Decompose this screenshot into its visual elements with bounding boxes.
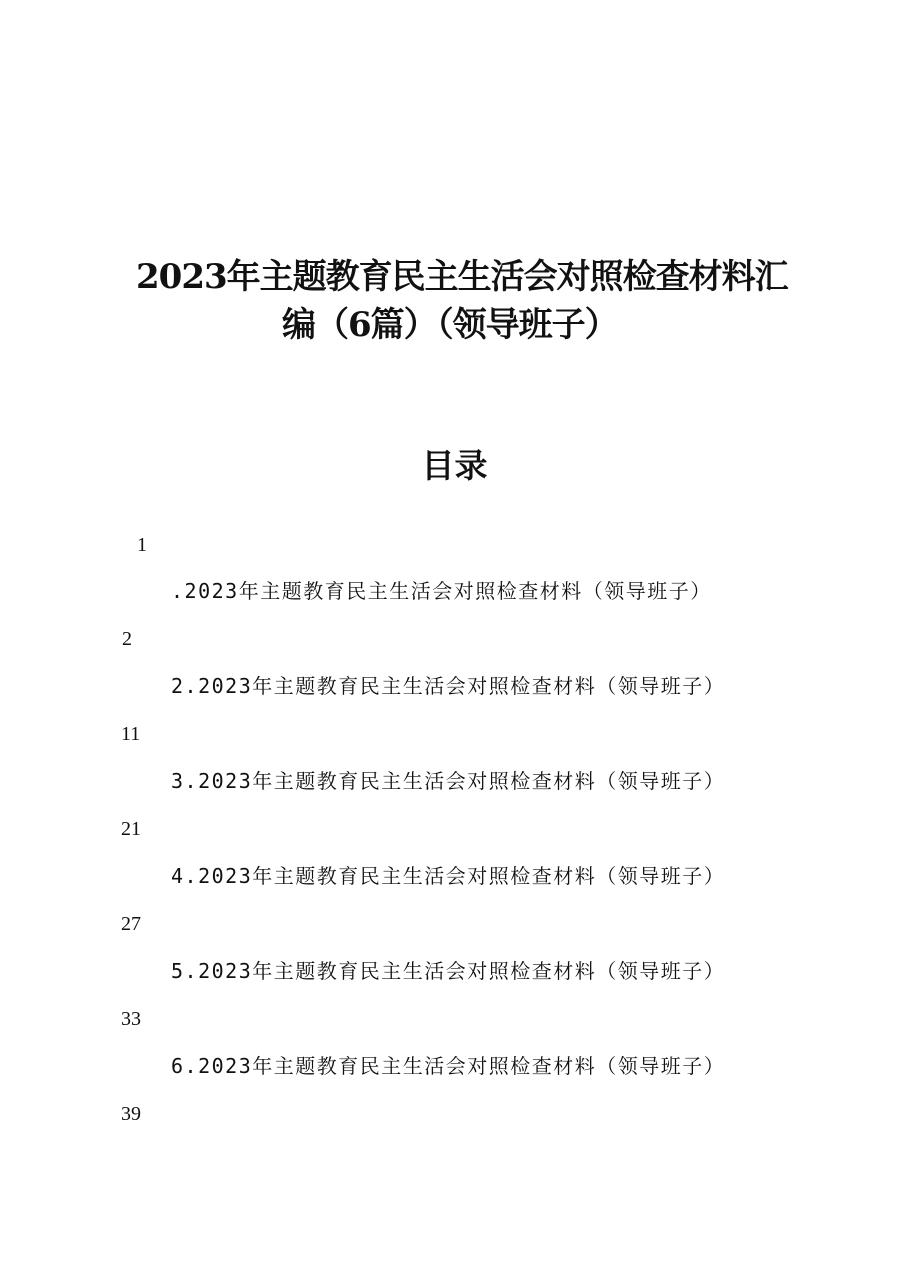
toc-page-number: 1: [137, 534, 147, 556]
toc-entry: 5.2023年主题教育民主生活会对照检查材料（领导班子）: [171, 959, 726, 983]
toc-entry: 3.2023年主题教育民主生活会对照检查材料（领导班子）: [171, 769, 726, 793]
toc-page-number: 2: [122, 628, 132, 650]
document-title-line-1: 2023年主题教育民主生活会对照检查材料汇: [136, 257, 788, 297]
toc-entry: 4.2023年主题教育民主生活会对照检查材料（领导班子）: [171, 864, 726, 888]
toc-page-number: 11: [121, 723, 141, 745]
toc-page-number: 33: [121, 1008, 141, 1030]
toc-entry: 2.2023年主题教育民主生活会对照检查材料（领导班子）: [171, 674, 726, 698]
document-title-line-2: 编（6篇）（领导班子）: [282, 305, 618, 345]
toc-entry: 6.2023年主题教育民主生活会对照检查材料（领导班子）: [171, 1054, 726, 1078]
toc-page-number: 39: [121, 1103, 141, 1125]
toc-page-number: 27: [121, 913, 141, 935]
toc-page-number: 21: [121, 818, 141, 840]
toc-heading: 目录: [421, 446, 488, 485]
toc-entry: .2023年主题教育民主生活会对照检查材料（领导班子）: [171, 579, 712, 603]
